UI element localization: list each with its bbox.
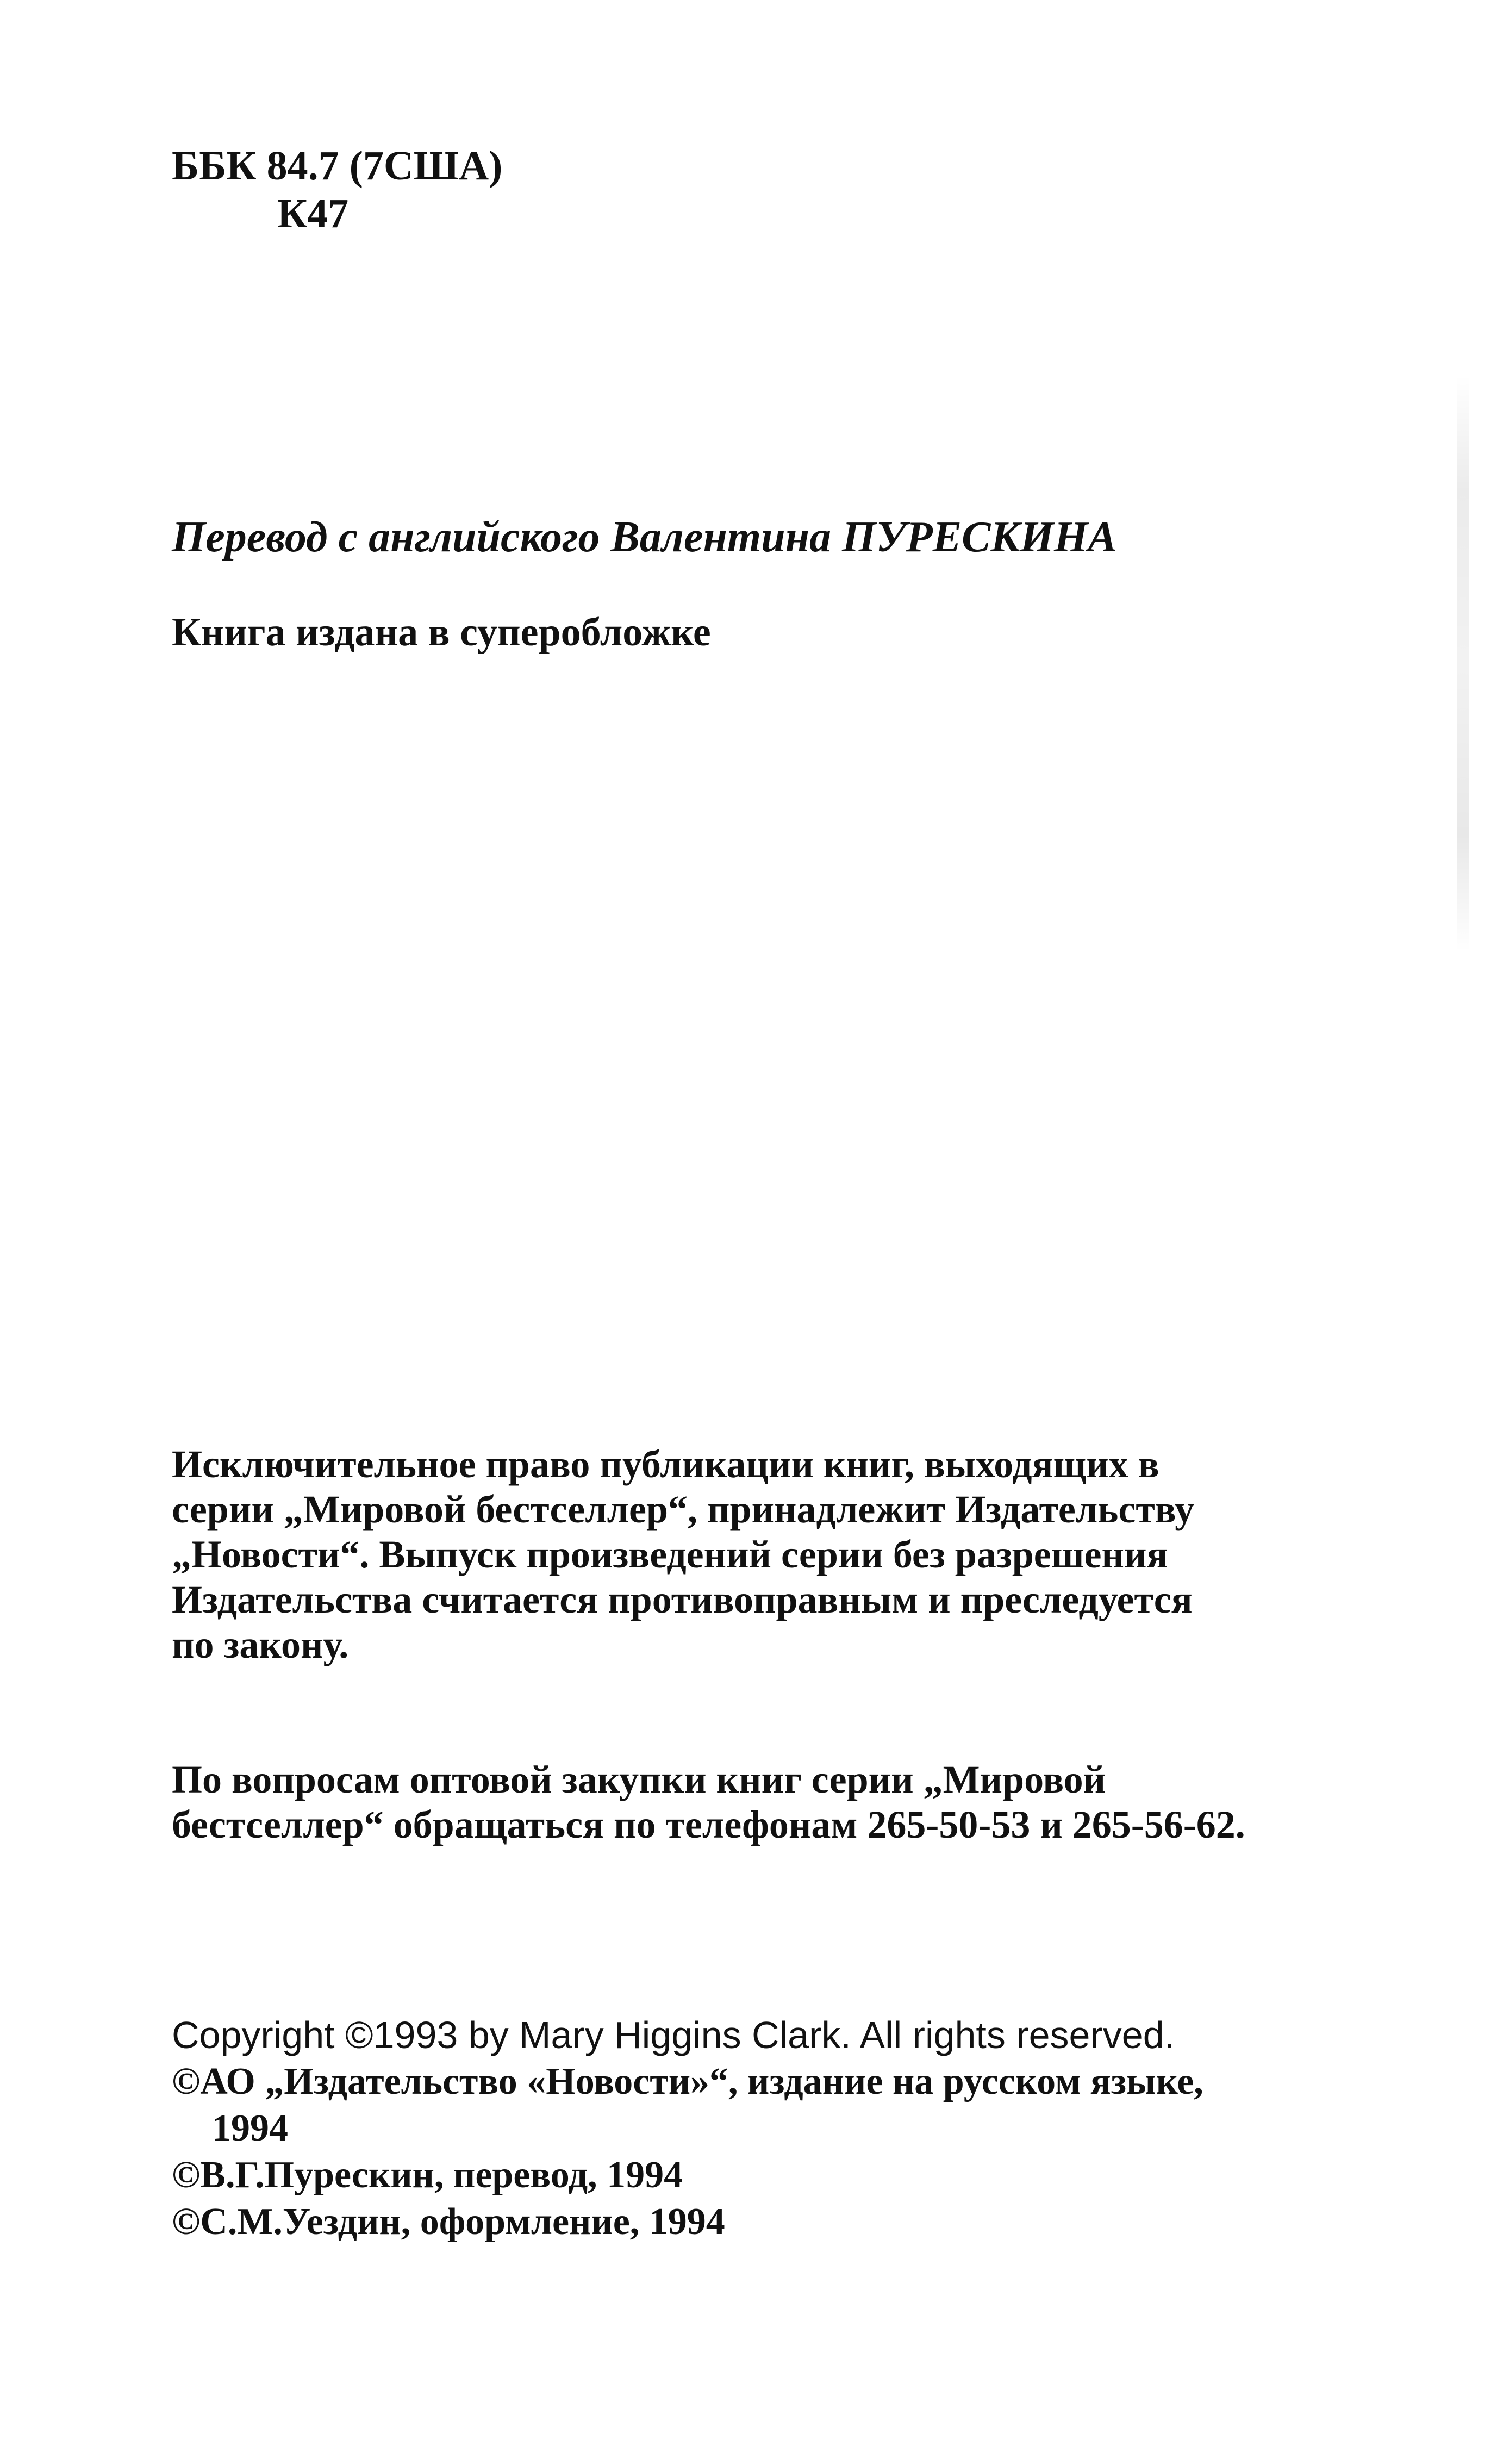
rights-line: Издательства считается противоправным и преследуется: [172, 1578, 1193, 1621]
design-copyright: ©С.М.Уездин, оформление, 1994: [172, 2201, 725, 2243]
author-code: К47: [277, 191, 349, 237]
rights-line: по закону.: [172, 1623, 349, 1666]
rights-line: серии „Мировой бестселлер“, принадлежит Издательству: [172, 1488, 1195, 1531]
translator-credit: Перевод с английского Валентина ПУРЕСКИНА: [172, 513, 1117, 561]
publisher-copyright: ©АО „Издательство «Новости»“, издание на русском языке,: [172, 2061, 1203, 2102]
rights-notice: [172, 1442, 1194, 1667]
original-copyright: Copyright ©1993 by Mary Higgins Clark. All rights reserved.: [172, 2014, 1175, 2056]
translation-copyright: ©В.Г.Пурескин, перевод, 1994: [172, 2154, 683, 2196]
wholesale-line: По вопросам оптовой закупки книг серии „Мировой: [172, 1758, 1106, 1801]
publisher-copyright-year: 1994: [212, 2107, 288, 2149]
rights-line: Исключительное право публикации книг, выходящих в: [172, 1442, 1159, 1486]
page-edge-shadow: [1457, 375, 1469, 951]
binding-note: Книга издана в суперобложке: [172, 610, 711, 655]
wholesale-notice: [172, 1757, 1245, 1847]
bbk-index: ББК 84.7 (7США): [172, 143, 503, 189]
wholesale-line: бестселлер“ обращаться по телефонам 265-50-53 и 265-56-62.: [172, 1803, 1245, 1846]
rights-line: „Новости“. Выпуск произведений серии без разрешения: [172, 1533, 1168, 1576]
